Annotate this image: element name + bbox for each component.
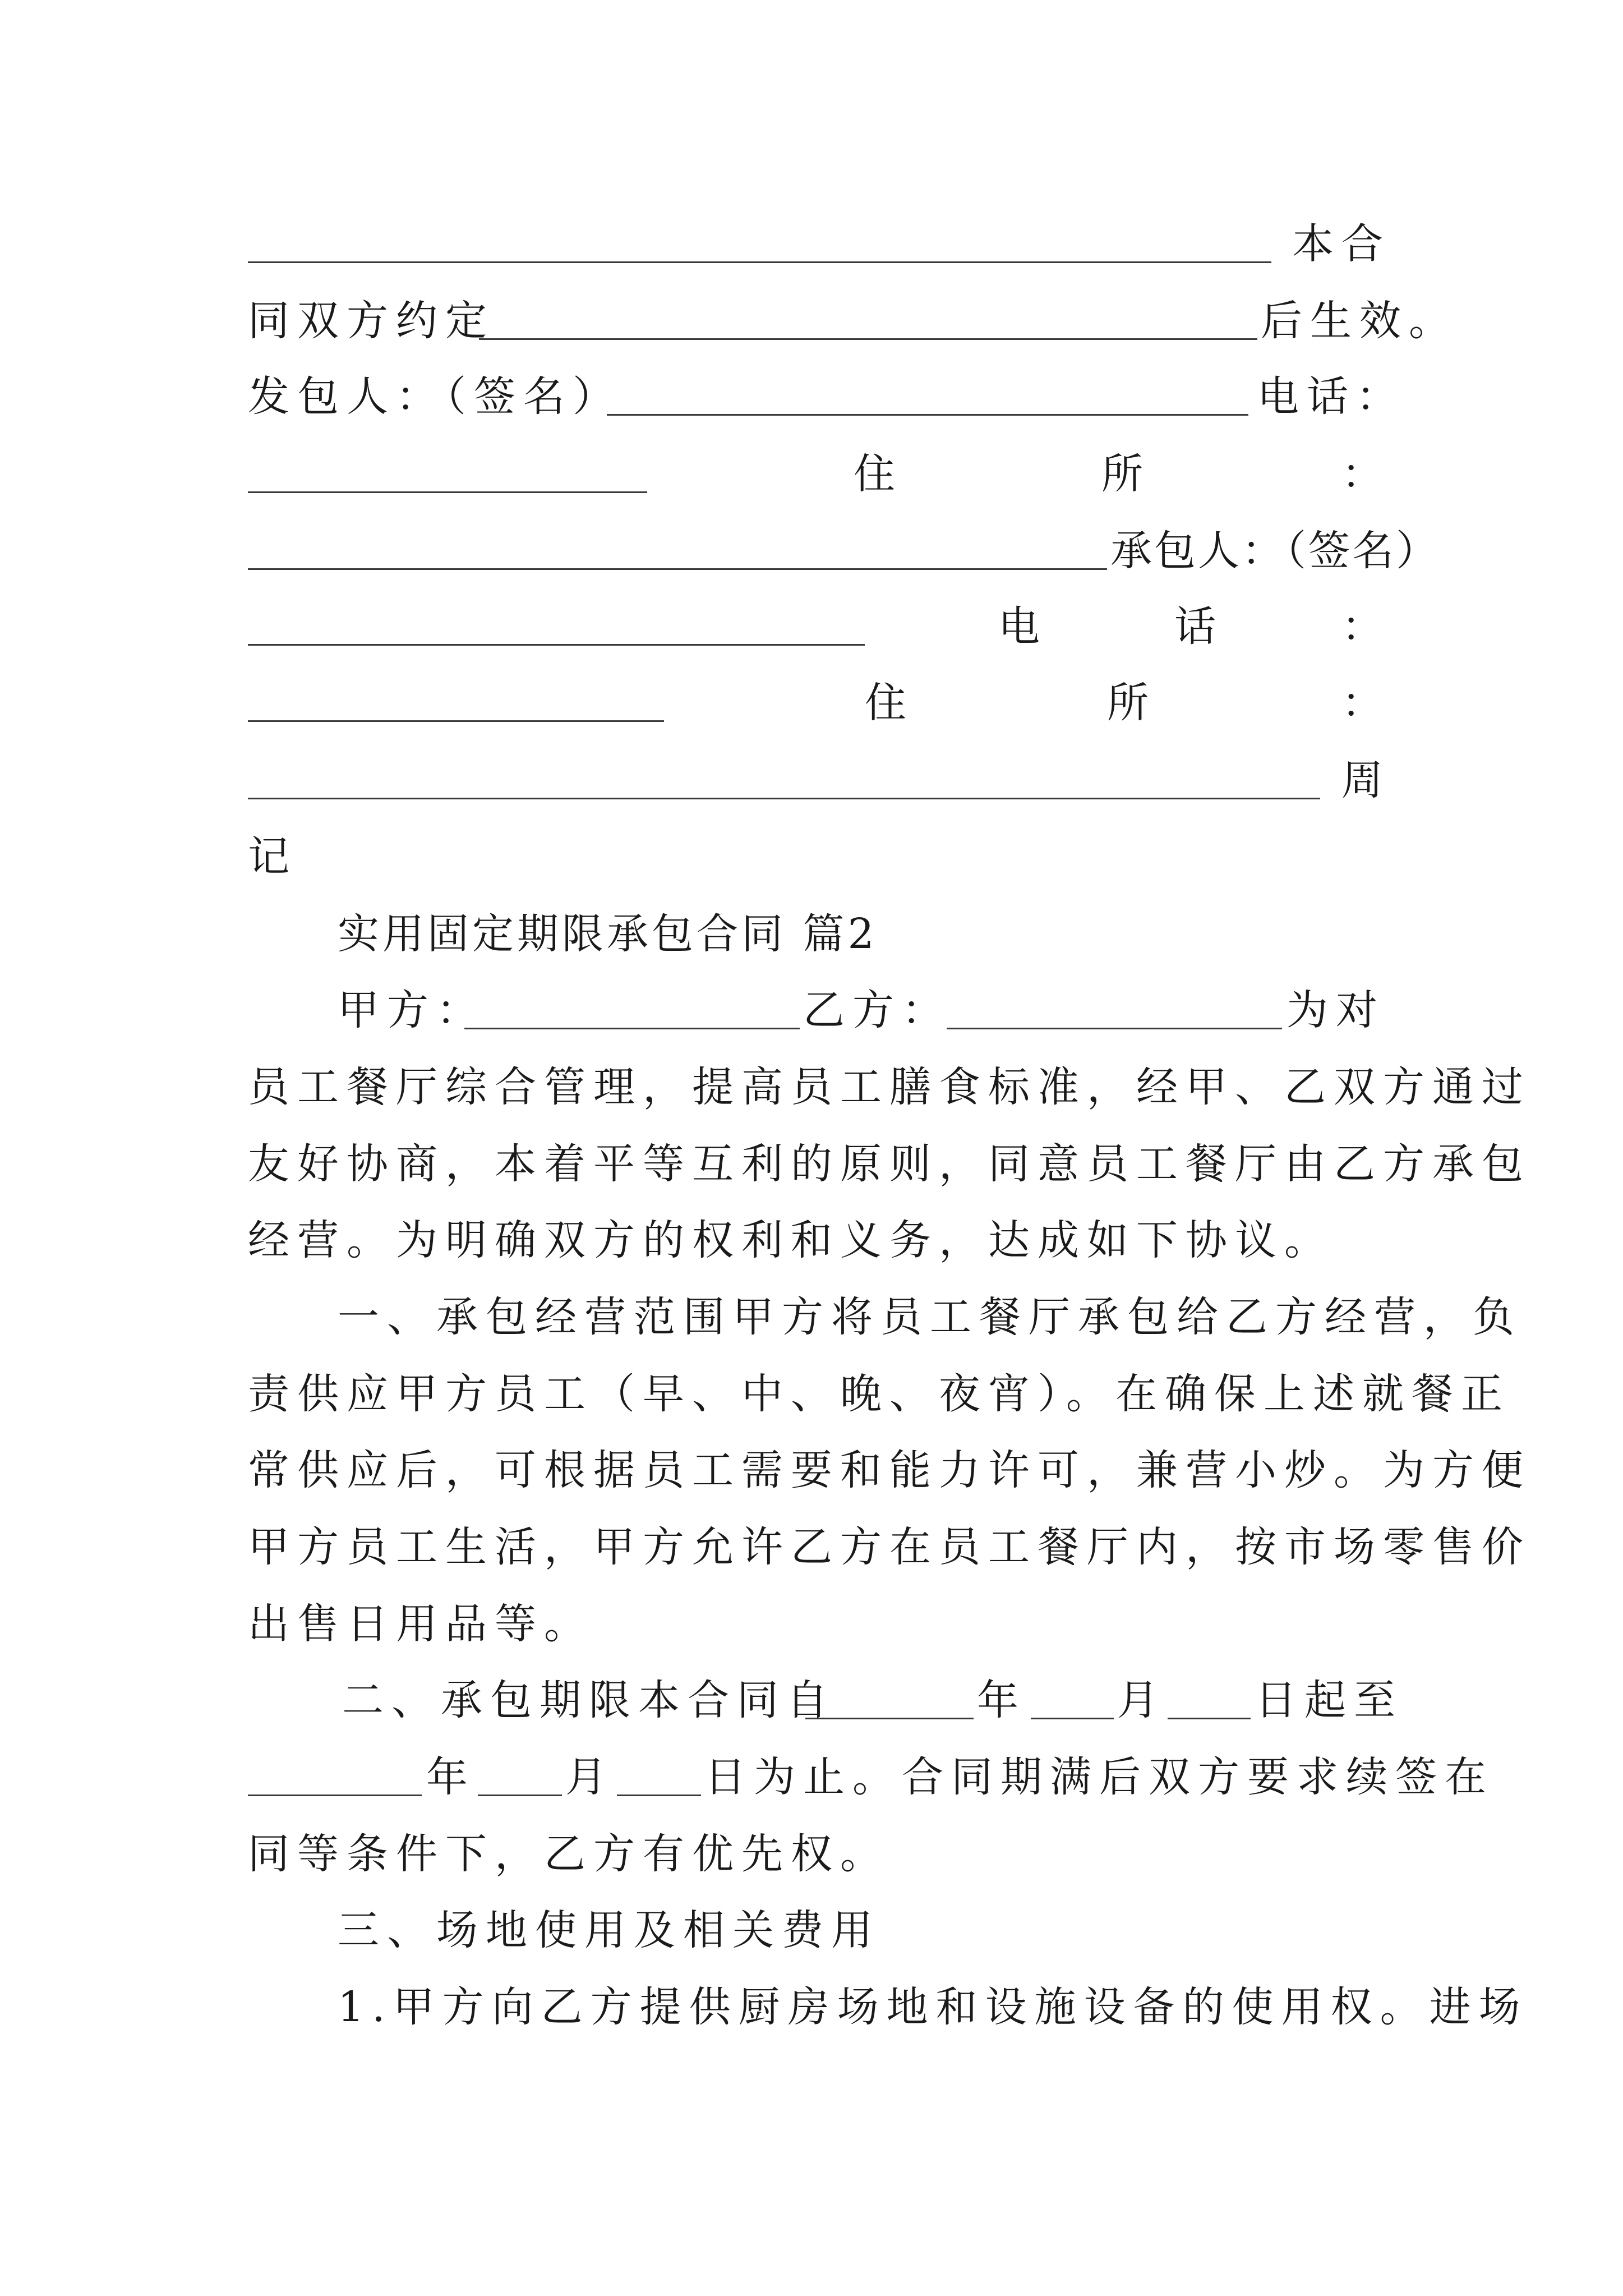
fill-blank	[1168, 1718, 1251, 1719]
fill-blank	[248, 798, 1320, 799]
fill-blank	[248, 568, 1107, 570]
text: 经营。为明确双方的权利和义务，达成如下协议。	[248, 1216, 1334, 1264]
fill-blank	[248, 644, 865, 646]
line-3	[248, 366, 1405, 427]
text: 乙方：	[803, 986, 951, 1034]
fill-blank	[479, 338, 1257, 340]
heading-text: 实用固定期限承包合同 篇2	[338, 910, 878, 958]
fill-blank	[248, 1795, 422, 1796]
text: 常供应后，可根据员工需要和能力许可，兼营小炒。为方便	[248, 1446, 1531, 1494]
line-13	[248, 1133, 1531, 1195]
line-15	[248, 1286, 1522, 1348]
text: 后生效。	[1261, 297, 1458, 345]
text: 甲方员工生活，甲方允许乙方在员工餐厅内，按市场零售价	[248, 1523, 1531, 1571]
text: 电	[998, 602, 1048, 651]
line-17	[248, 1439, 1531, 1501]
text: 1.甲方向乙方提供厨房场地和设施设备的使用权。进场	[338, 1983, 1528, 2031]
text: 二、承包期限本合同自	[342, 1676, 836, 1724]
text: 为对	[1287, 986, 1385, 1034]
fill-blank	[464, 1028, 800, 1029]
text: 三、场地使用及相关费用	[338, 1906, 880, 1954]
fill-blank	[947, 1028, 1282, 1029]
text: 发包人：（签名）	[248, 372, 622, 421]
text: 话	[1174, 602, 1224, 651]
text: 住	[854, 450, 903, 498]
text: ：	[1341, 450, 1391, 498]
text: 电话：	[1257, 372, 1405, 421]
line-4	[248, 443, 1391, 505]
text: 住	[865, 679, 914, 727]
text: 所	[1101, 450, 1151, 498]
text: ：	[1341, 679, 1391, 727]
text: 月	[565, 1753, 615, 1801]
text: 责供应甲方员工（早、中、晚、夜宵）。在确保上述就餐正	[248, 1370, 1510, 1418]
text: 甲方：	[338, 986, 486, 1034]
text: 承包人：（签名）	[1110, 527, 1440, 575]
text: 日为止。合同期满后双方要求续签在	[704, 1753, 1494, 1801]
fill-blank	[607, 414, 1248, 416]
line-24	[248, 1976, 1528, 2038]
line-1	[248, 213, 1391, 275]
text: 年	[977, 1676, 1026, 1724]
section-heading	[248, 903, 1386, 965]
fill-blank	[617, 1795, 701, 1796]
fill-blank	[248, 720, 664, 722]
text: 月	[1117, 1676, 1166, 1724]
text: 同等条件下，乙方有优先权。	[248, 1830, 889, 1878]
text: 出售日用品等。	[248, 1600, 593, 1648]
fill-blank	[248, 491, 647, 493]
text: ：	[1341, 602, 1391, 651]
line-8	[248, 749, 1391, 811]
text: 周	[1341, 756, 1391, 804]
line-12	[248, 1056, 1531, 1118]
text: 年	[426, 1753, 476, 1801]
line-2	[248, 290, 1458, 352]
fill-blank	[805, 1718, 974, 1719]
text: 记	[248, 832, 297, 881]
line-5	[248, 520, 1440, 582]
text: 同双方约定	[248, 297, 495, 345]
line-14	[248, 1209, 1386, 1271]
text: 所	[1107, 679, 1156, 727]
line-20	[248, 1669, 1403, 1731]
fill-blank	[478, 1795, 562, 1796]
line-23	[248, 1899, 1386, 1961]
line-9	[248, 826, 1386, 887]
line-22	[248, 1823, 1386, 1885]
line-11	[248, 979, 1386, 1041]
text: 日起至	[1255, 1676, 1403, 1724]
text: 员工餐厅综合管理，提高员工膳食标准，经甲、乙双方通过	[248, 1063, 1531, 1111]
line-21	[248, 1746, 1494, 1808]
line-7	[248, 672, 1391, 734]
fill-blank	[1031, 1718, 1114, 1719]
line-18	[248, 1516, 1531, 1578]
text: 本合	[1292, 220, 1391, 268]
fill-blank	[248, 261, 1271, 263]
text: 友好协商，本着平等互利的原则，同意员工餐厅由乙方承包	[248, 1140, 1531, 1188]
line-6	[248, 596, 1391, 657]
text: 一、承包经营范围甲方将员工餐厅承包给乙方经营，负	[338, 1293, 1522, 1341]
line-19	[248, 1593, 1386, 1655]
line-16	[248, 1363, 1510, 1425]
